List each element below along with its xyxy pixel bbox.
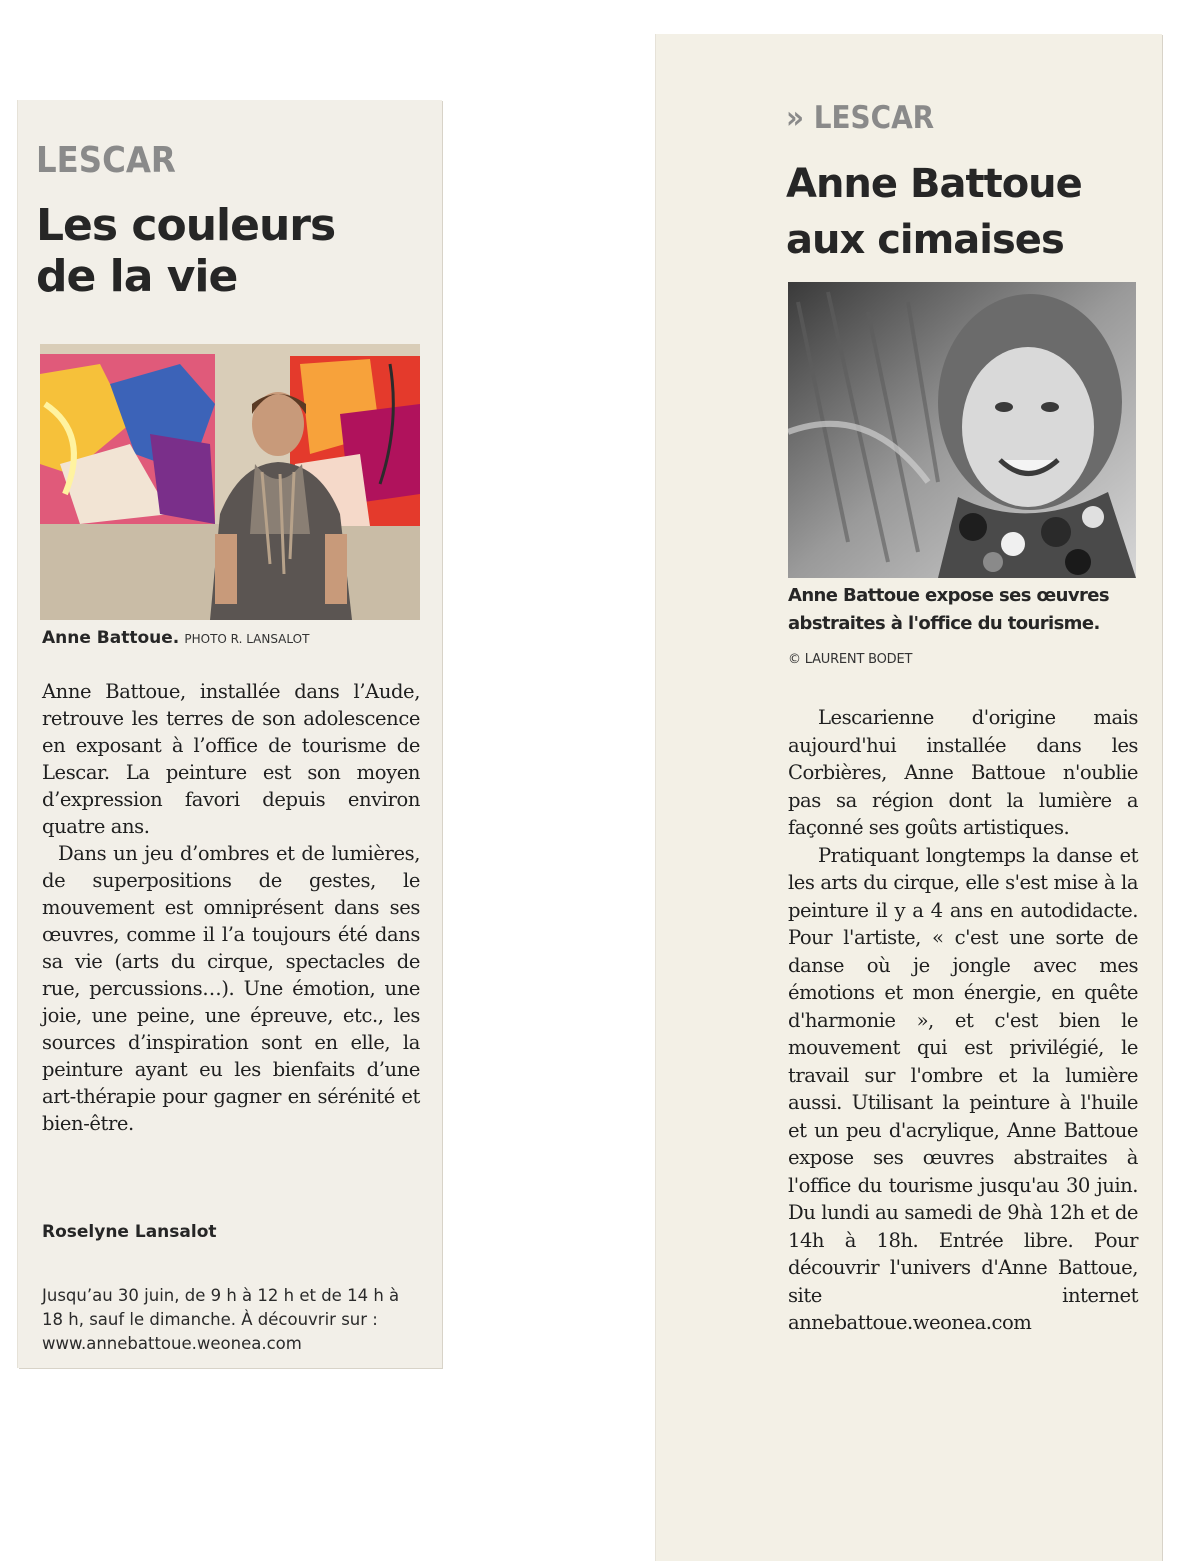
- right-body-text: [788, 704, 1138, 1337]
- right-newspaper-clipping: [656, 34, 1162, 1561]
- left-photo-illustration: [40, 344, 420, 620]
- left-headline: [36, 200, 335, 303]
- right-photo-credit: © LAURENT BODET: [788, 652, 913, 667]
- left-caption-credit: PHOTO R. LANSALOT: [184, 632, 310, 646]
- right-headline-line2: aux cimaises: [786, 217, 1064, 263]
- left-event-info: Jusqu’au 30 juin, de 9 h à 12 h et de 14 h à 18 h, sauf le dimanche. À découvrir sur : www.annebattoue.weonea.com: [42, 1286, 400, 1353]
- right-paragraph-1: Lescarienne d'origine mais aujourd'hui installée dans les Corbières, Anne Battoue n'oublie pas sa région dont la lumière a façonné ses goûts artistiques.: [788, 706, 1138, 839]
- left-paragraph-2: Dans un jeu d’ombres et de lumières, de superpositions de gestes, le mouvement est omniprésent dans ses œuvres, comme il l’a toujours été dans sa vie (arts du cirque, spectacles de rue, percussions…). Une émotion, une joie, une peine, une épreuve, etc., les sources d’inspiration sont en elle, la peinture ayant eu les bienfaits d’une art-thérapie pour gagner en sérénité et bien-être.: [42, 842, 420, 1135]
- right-headline-line1: Anne Battoue: [786, 161, 1082, 207]
- left-photo-artist-with-paintings: [40, 344, 420, 620]
- left-author-signature: Roselyne Lansalot: [42, 1222, 217, 1242]
- left-paragraph-1: Anne Battoue, installée dans l’Aude, retrouve les terres de son adolescence en exposant à l’office de tourisme de Lescar. La peinture est son moyen d’expression favori depuis environ quatre ans.: [42, 680, 420, 838]
- left-headline-line2: de la vie: [36, 251, 238, 303]
- right-paragraph-2: Pratiquant longtemps la danse et les arts du cirque, elle s'est mise à la peinture il y a 4 ans en autodidacte. Pour l'artiste, « c'est une sorte de danse où je jongle avec mes émotions et mon énergie, en quête d'harmonie », et c'est bien le mouvement qui est privilégié, le travail sur l'ombre et la lumière aussi. Utilisant la peinture à l'huile et un peu d'acrylique, Anne Battoue expose ses œuvres abstraites à l'office du tourisme jusqu'au 30 juin. Du lundi au samedi de 9hà 12h et de 14h à 18h. Entrée libre. Pour découvrir l'univers d'Anne Battoue, site internet annebattoue.weonea.com: [788, 843, 1138, 1334]
- left-newspaper-clipping: [18, 100, 442, 1368]
- right-photo-caption: Anne Battoue expose ses œuvres abstraites à l'office du tourisme.: [788, 585, 1109, 634]
- right-photo-illustration: [788, 282, 1136, 578]
- right-kicker: » LESCAR: [786, 100, 935, 136]
- left-caption-name: Anne Battoue.: [42, 628, 180, 648]
- right-headline: [786, 156, 1082, 268]
- left-photo-caption: [42, 628, 309, 648]
- left-body-text: [42, 678, 420, 1137]
- left-kicker: LESCAR: [36, 140, 176, 181]
- right-photo-artist-portrait: [788, 282, 1136, 578]
- left-headline-line1: Les couleurs: [36, 200, 336, 251]
